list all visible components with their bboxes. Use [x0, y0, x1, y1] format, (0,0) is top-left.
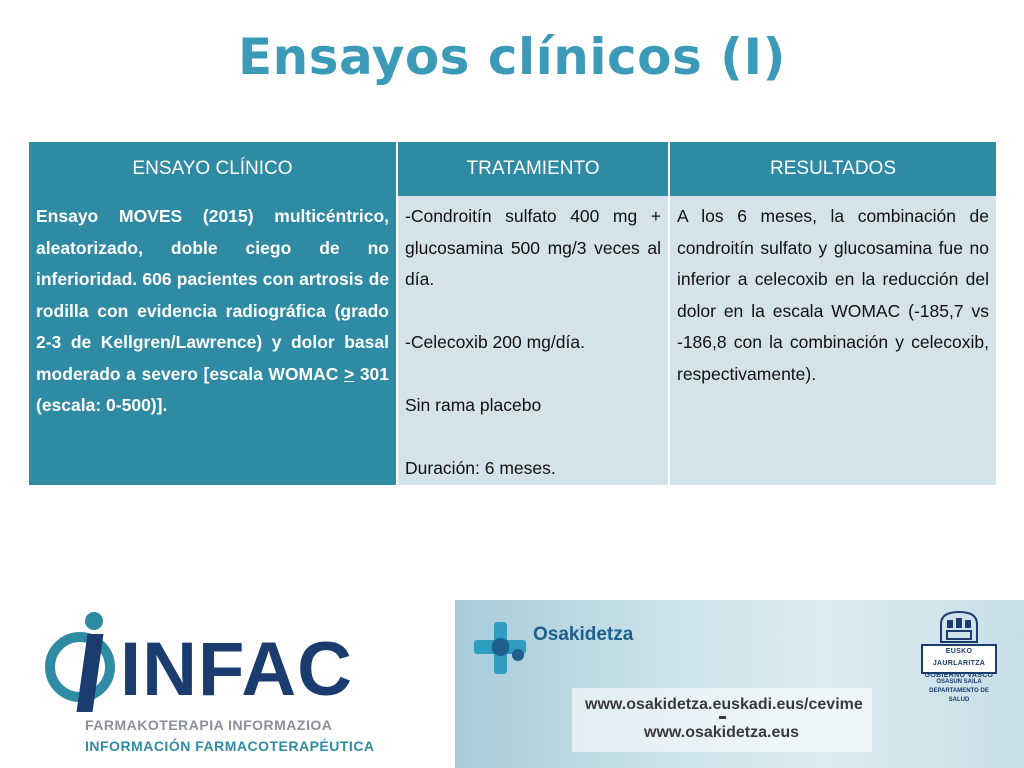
trial-description-text: Ensayo MOVES (2015) multicéntrico, aleatorizado, doble ciego de no inferioridad. 606 pacientes con artrosis de rodilla con evidencia radiográfica (grado 2-3 de Kellgren/Lawrence) y dolor basal moderado a severo [escala WOMAC: [36, 206, 389, 384]
clinical-trials-table: [29, 142, 996, 485]
treatment-line-2: -Celecoxib 200 mg/día.: [405, 332, 585, 352]
results-cell: A los 6 meses, la combinación de condroitín sulfato y glucosamina fue no inferior a celecoxib en la reducción del dolor en la escala WOMAC (-185,7 vs -186,8 con la combinación y celecoxib, respectivamente).: [669, 196, 996, 485]
basque-government-emblem-icon: [935, 610, 983, 644]
url-separator: [719, 716, 726, 719]
dept-line-2: DEPARTAMENTO DE SALUD: [929, 688, 989, 703]
osakidetza-cross-icon: [472, 620, 528, 676]
greater-equal-symbol: >: [344, 363, 355, 384]
table-row: [29, 196, 996, 485]
table-header-row: [29, 142, 996, 196]
osakidetza-name: Osakidetza: [533, 624, 634, 645]
osakidetza-link[interactable]: www.osakidetza.eus: [644, 724, 800, 741]
treatment-line-1: -Condroitín sulfato 400 mg + glucosamina 500 mg/3 veces al día.: [405, 206, 661, 289]
basque-government-label: [921, 644, 997, 679]
infac-subtitle-basque: FARMAKOTERAPIA INFORMAZIOA: [85, 717, 333, 733]
cevime-link[interactable]: www.osakidetza.euskadi.eus/cevime: [585, 696, 863, 713]
treatment-line-4: Duración: 6 meses.: [405, 458, 556, 478]
trial-description-end: 301 (escala: 0-500)].: [36, 363, 390, 415]
treatment-cell: [397, 196, 669, 485]
gov-line-2: GOBIERNO VASCO: [924, 672, 994, 679]
trial-description-cell: [29, 196, 397, 485]
spacer: [405, 296, 661, 328]
health-department-label: [921, 678, 997, 705]
gov-line-1: EUSKO JAURLARITZA: [932, 648, 986, 667]
slide-title: Ensayos clínicos (I): [238, 28, 786, 86]
column-header-trial: ENSAYO CLÍNICO: [29, 142, 397, 196]
infac-logo: INFAC: [120, 627, 353, 712]
infac-subtitle-spanish: INFORMACIÓN FARMACOTERAPÉUTICA: [85, 738, 375, 754]
infac-logo-dot: [85, 612, 103, 630]
column-header-treatment: TRATAMIENTO: [397, 142, 669, 196]
dept-line-1: OSASUN SAILA: [936, 679, 982, 685]
treatment-line-3: Sin rama placebo: [405, 395, 542, 415]
spacer: [405, 359, 661, 391]
spacer: [405, 422, 661, 454]
column-header-results: RESULTADOS: [669, 142, 996, 196]
